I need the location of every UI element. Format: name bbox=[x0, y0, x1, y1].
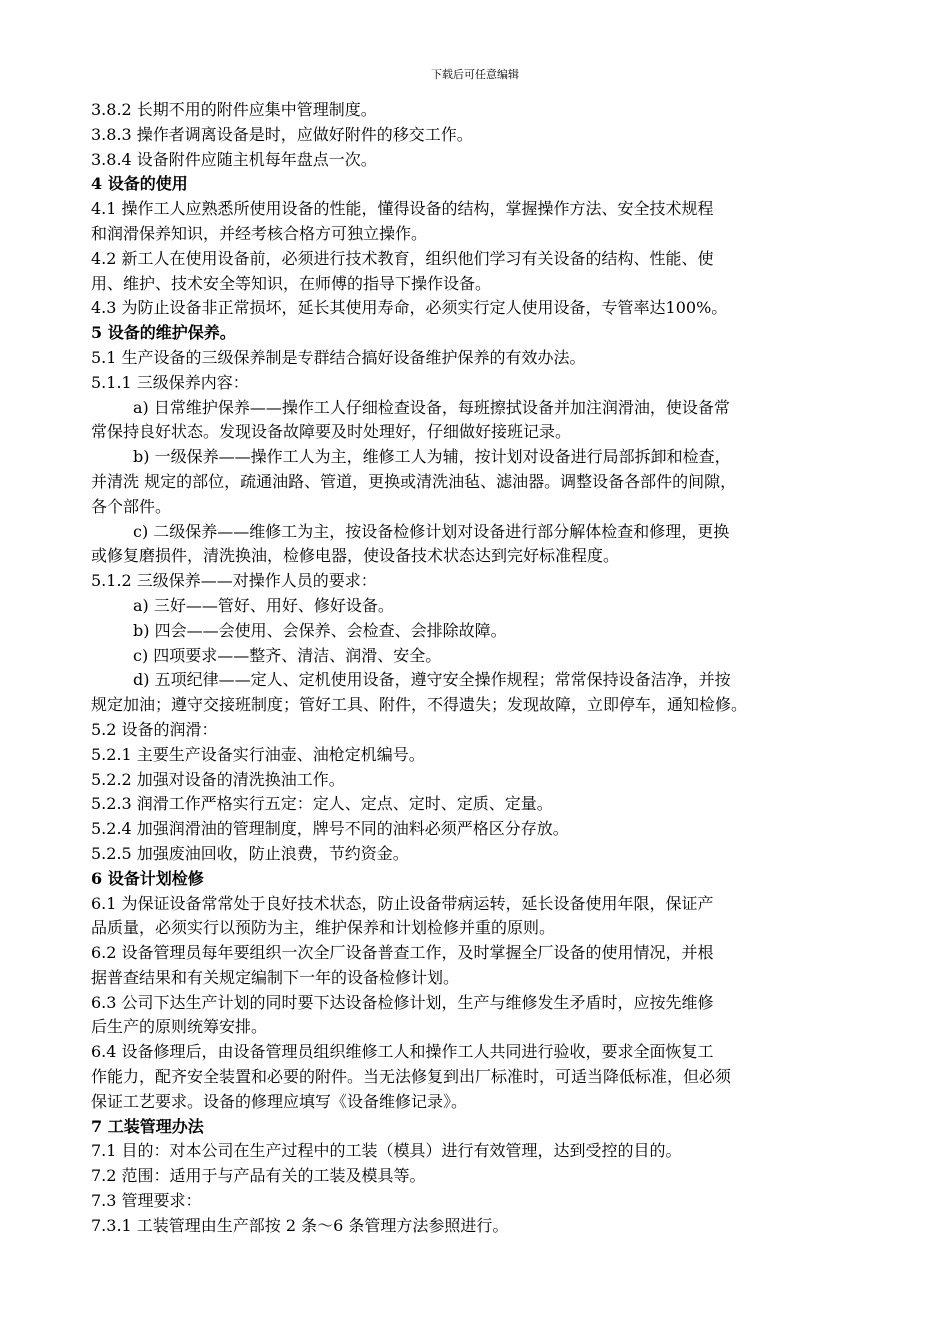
text-line: 7.1 目的：对本公司在生产过程中的工装（模具）进行有效管理，达到受控的目的。 bbox=[91, 1141, 682, 1161]
text-line: b) 四会——会使用、会保养、会检查、会排除故障。 bbox=[133, 620, 507, 640]
text-line: 6.3 公司下达生产计划的同时要下达设备检修计划，生产与维修发生矛盾时，应按先维修 bbox=[91, 992, 714, 1012]
text-line: 5.1.1 三级保养内容： bbox=[91, 372, 249, 392]
text-line: 5.2 设备的润滑： bbox=[91, 719, 218, 739]
text-line: 4.1 操作工人应熟悉所使用设备的性能，懂得设备的结构，掌握操作方法、安全技术规程 bbox=[91, 199, 714, 219]
text-line: 5.1.2 三级保养——对操作人员的要求： bbox=[91, 571, 377, 591]
text-line: 并清洗 规定的部位，疏通油路、管道，更换或清洗油毡、滤油器。调整设备各部件的间隙， bbox=[91, 471, 737, 491]
text-line: 5.2.3 润滑工作严格实行五定：定人、定点、定时、定质、定量。 bbox=[91, 794, 553, 814]
text-line: d) 五项纪律——定人、定机使用设备，遵守安全操作规程；常常保持设备洁净，并按 bbox=[133, 670, 731, 690]
text-line: 5.1 生产设备的三级保养制是专群结合搞好设备维护保养的有效办法。 bbox=[91, 347, 586, 367]
text-line: 作能力，配齐安全装置和必要的附件。当无法修复到出厂标准时，可适当降低标准，但必须 bbox=[91, 1067, 732, 1087]
text-line: 6.4 设备修理后，由设备管理员组织维修工人和操作工人共同进行验收，要求全面恢复工 bbox=[91, 1042, 714, 1062]
text-line: 7.2 范围：适用于与产品有关的工装及模具等。 bbox=[91, 1166, 426, 1186]
text-line: b) 一级保养——操作工人为主，维修工人为辅，按计划对设备进行局部拆卸和检查， bbox=[133, 447, 731, 467]
section-heading: 6 设备计划检修 bbox=[91, 868, 204, 888]
document-body bbox=[91, 98, 871, 1239]
section-heading: 4 设备的使用 bbox=[91, 174, 188, 194]
text-line: 各个部件。 bbox=[91, 496, 172, 516]
text-line: 规定加油；遵守交接班制度；管好工具、附件，不得遗失；发现故障，立即停车，通知检修。 bbox=[91, 695, 748, 715]
text-line: a) 日常维护保养——操作工人仔细检查设备，每班擦拭设备并加注润滑油，使设备常 bbox=[133, 397, 730, 417]
text-line: 3.8.4 设备附件应随主机每年盘点一次。 bbox=[91, 149, 377, 169]
text-line: 和润滑保养知识，并经考核合格方可独立操作。 bbox=[91, 223, 428, 243]
text-line: 用、维护、技术安全等知识，在师傅的指导下操作设备。 bbox=[91, 273, 492, 293]
text-line: 5.2.2 加强对设备的清洗换油工作。 bbox=[91, 769, 345, 789]
text-line: 品质量，必须实行以预防为主，维护保养和计划检修并重的原则。 bbox=[91, 918, 556, 938]
section-heading: 5 设备的维护保养。 bbox=[91, 323, 236, 343]
text-line: 6.2 设备管理员每年要组织一次全厂设备普查工作，及时掌握全厂设备的使用情况，并根 bbox=[91, 943, 714, 963]
text-line: 5.2.1 主要生产设备实行油壶、油枪定机编号。 bbox=[91, 744, 425, 764]
text-line: 7.3 管理要求： bbox=[91, 1191, 202, 1211]
text-line: 据普查结果和有关规定编制下一年的设备检修计划。 bbox=[91, 967, 460, 987]
text-line: 保证工艺要求。设备的修理应填写《设备维修记录》。 bbox=[91, 1091, 468, 1111]
text-line: 5.2.5 加强废油回收，防止浪费，节约资金。 bbox=[91, 843, 409, 863]
text-line: 4.2 新工人在使用设备前，必须进行技术教育，组织他们学习有关设备的结构、性能、使 bbox=[91, 248, 714, 268]
text-line: 或修复磨损件，清洗换油，检修电器，使设备技术状态达到完好标准程度。 bbox=[91, 546, 620, 566]
section-heading: 7 工装管理办法 bbox=[91, 1116, 204, 1136]
text-line: 常保持良好状态。发现设备故障要及时处理好，仔细做好接班记录。 bbox=[91, 422, 572, 442]
text-line: c) 二级保养——维修工为主，按设备检修计划对设备进行部分解体检查和修理，更换 bbox=[133, 521, 730, 541]
text-line: 3.8.2 长期不用的附件应集中管理制度。 bbox=[91, 100, 377, 119]
text-line: 3.8.3 操作者调离设备是时，应做好附件的移交工作。 bbox=[91, 124, 473, 144]
text-line: a) 三好——管好、用好、修好设备。 bbox=[133, 595, 394, 615]
page-header: 下载后可任意编辑 bbox=[431, 68, 519, 81]
text-line: 5.2.4 加强润滑油的管理制度，牌号不同的油料必须严格区分存放。 bbox=[91, 819, 569, 839]
text-line: 后生产的原则统筹安排。 bbox=[91, 1017, 268, 1037]
text-line: 4.3 为防止设备非正常损坏，延长其使用寿命，必须实行定人使用设备，专管率达100%。 bbox=[91, 298, 728, 318]
text-line: 7.3.1 工装管理由生产部按 2 条～6 条管理方法参照进行。 bbox=[91, 1215, 509, 1235]
text-line: c) 四项要求——整齐、清洁、润滑、安全。 bbox=[133, 645, 442, 665]
text-line: 6.1 为保证设备常常处于良好技术状态，防止设备带病运转，延长设备使用年限，保证产 bbox=[91, 893, 714, 913]
